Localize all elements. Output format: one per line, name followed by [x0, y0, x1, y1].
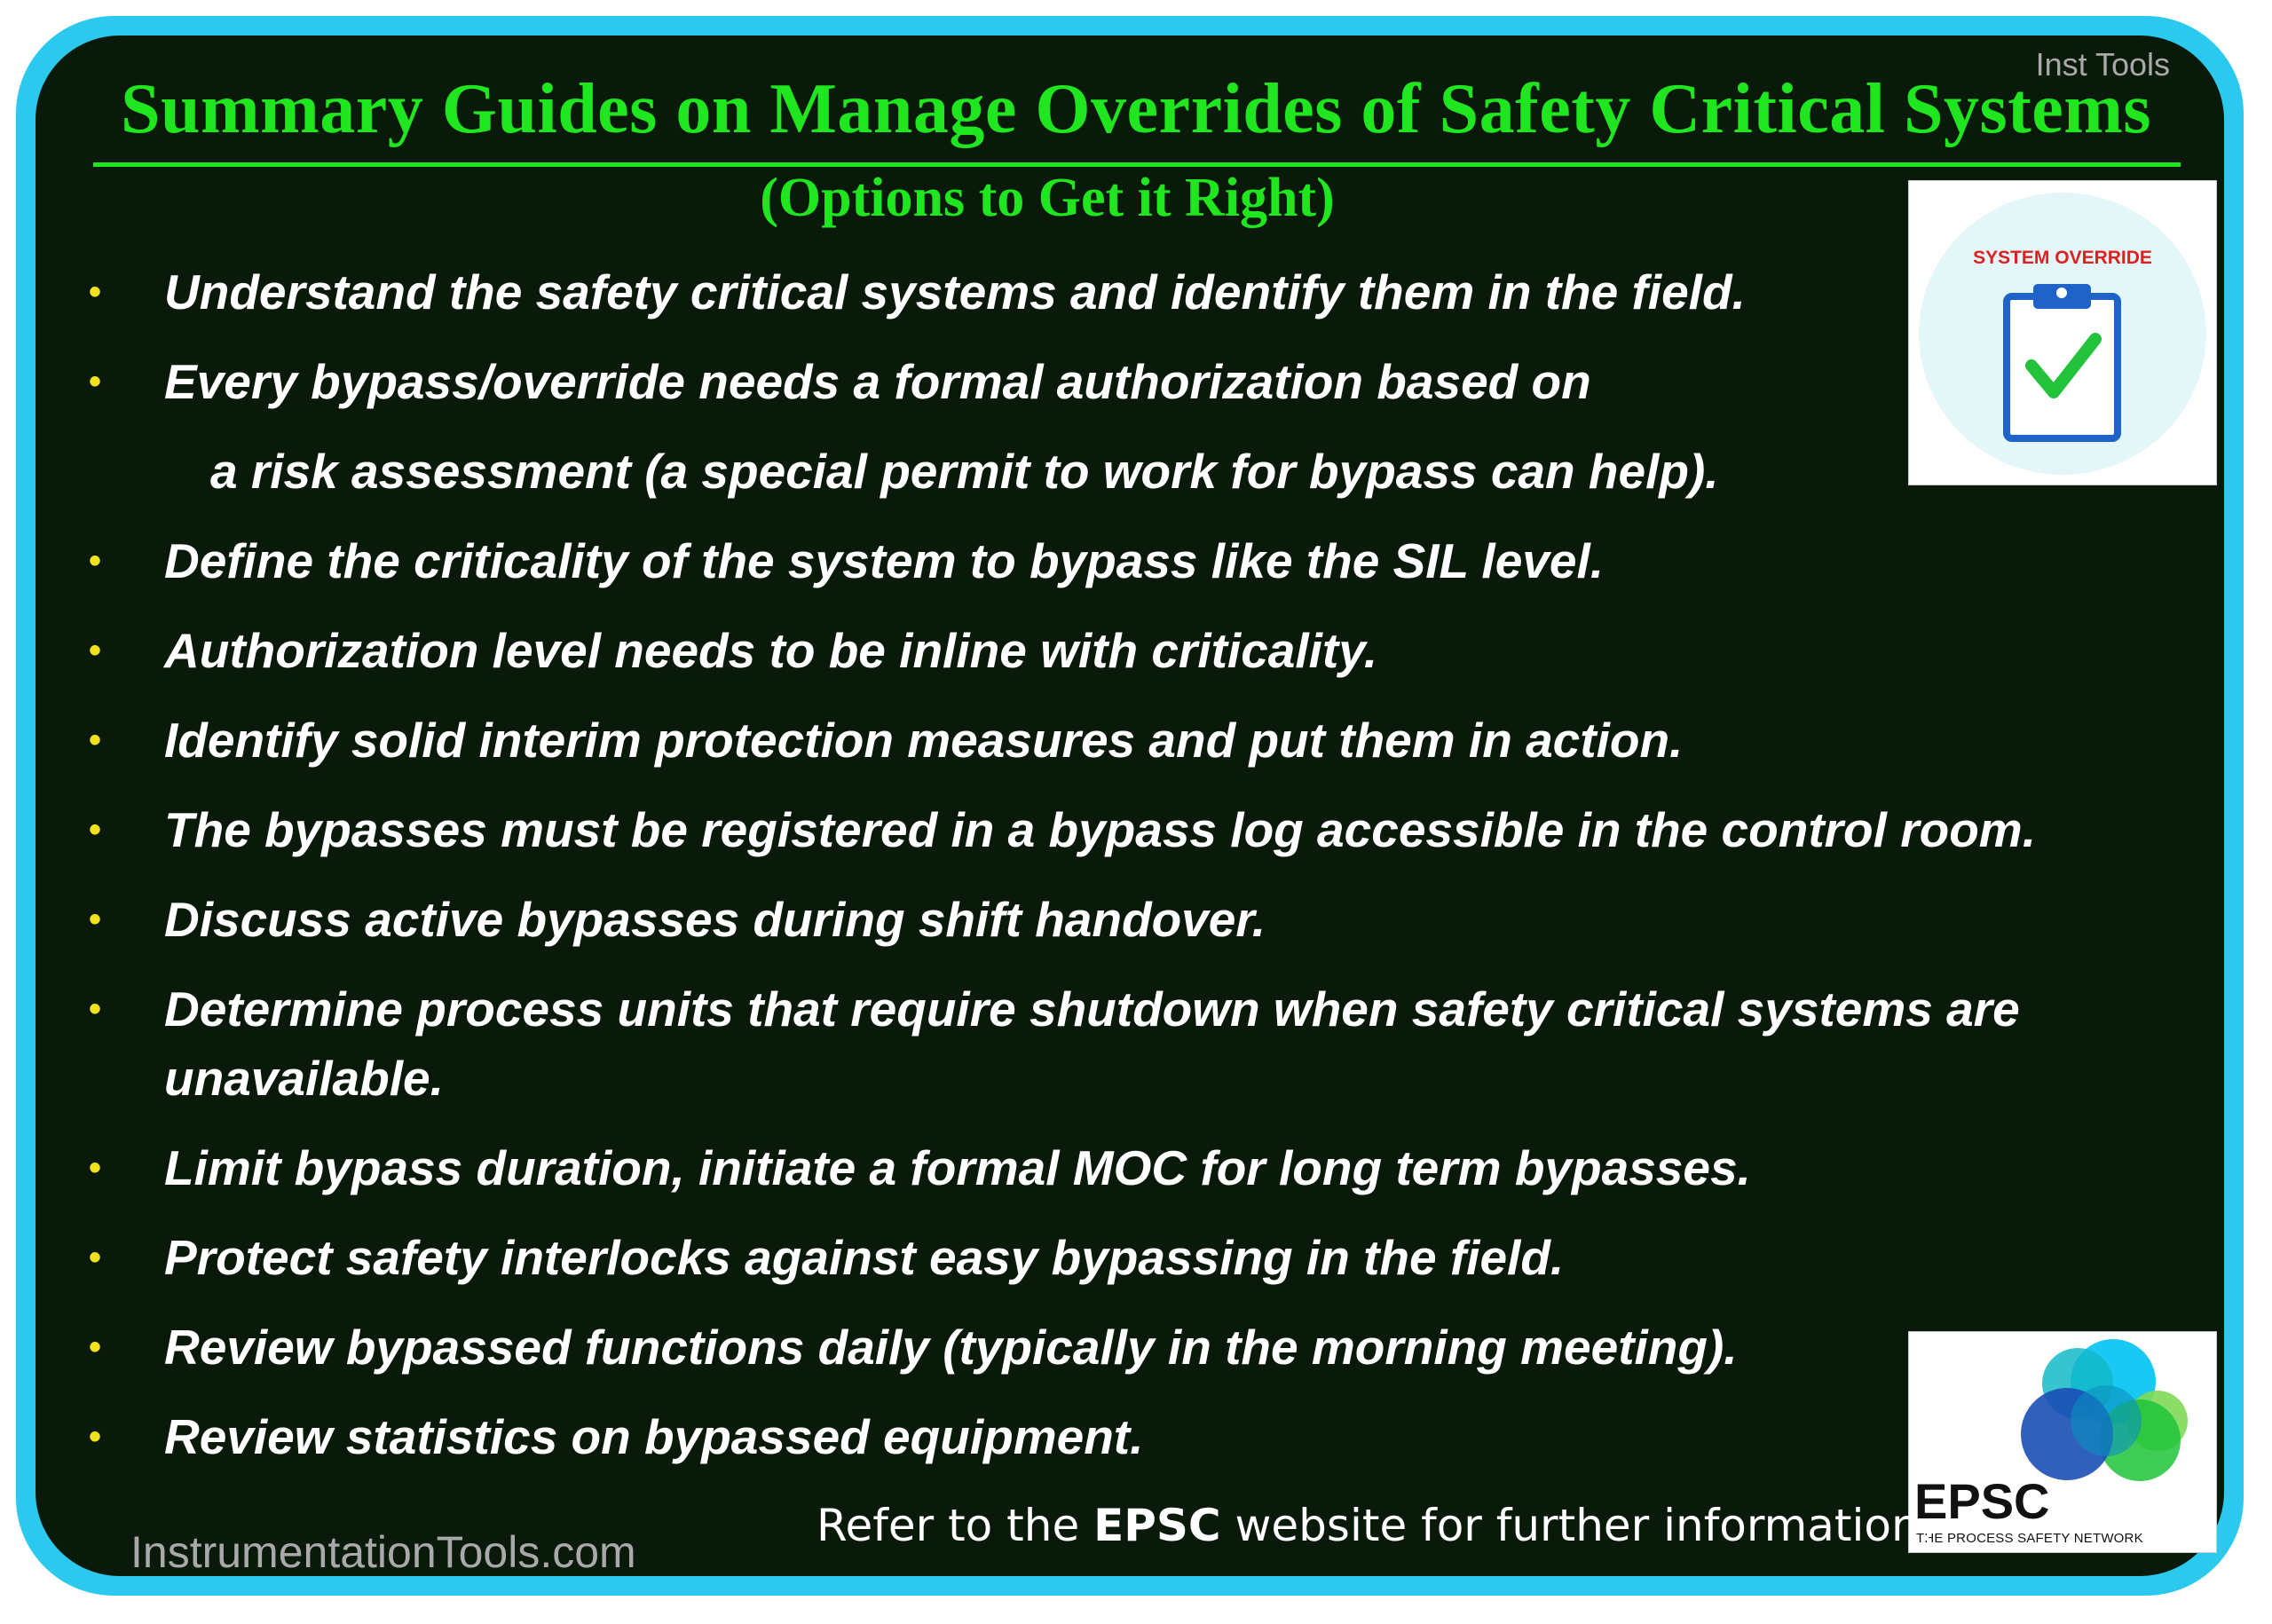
- bullet-text: Define the criticality of the system to bypass like the SIL level.: [164, 533, 1605, 588]
- bullet-dot: •: [89, 900, 102, 939]
- bullet-list: [89, 257, 2219, 1492]
- bullet-item: [89, 616, 2219, 685]
- bullet-dot: •: [89, 810, 102, 849]
- bullet-text: Authorization level needs to be inline with criticality.: [164, 623, 1378, 678]
- bullet-text: Determine process units that require shutdown when safety critical systems are unavailable.: [164, 981, 2020, 1106]
- epsc-circles-icon: [1909, 1332, 2216, 1483]
- bullet-text: Discuss active bypasses during shift handover.: [164, 892, 1266, 947]
- bullet-text: Understand the safety critical systems and identify them in the field.: [164, 264, 1746, 319]
- clipboard-check-icon: [1998, 277, 2131, 445]
- bullet-item: [89, 974, 2219, 1113]
- bullet-dot: •: [89, 1328, 102, 1367]
- bullet-dot: •: [89, 541, 102, 580]
- watermark-bottom: InstrumentationTools.com: [130, 1527, 636, 1577]
- epsc-name: EPSC: [1914, 1473, 2050, 1529]
- bullet-item: [89, 526, 2219, 595]
- footer-bold: EPSC: [1093, 1500, 1221, 1551]
- bullet-item: [89, 885, 2219, 954]
- page-title: Summary Guides on Manage Overrides of Safety Critical Systems: [120, 70, 2152, 148]
- bullet-text: Every bypass/override needs a formal authorization based on: [164, 354, 1591, 409]
- override-label: SYSTEM OVERRIDE: [1973, 248, 2152, 268]
- footer-suffix: website for further information.: [1220, 1500, 1934, 1551]
- bullet-text: Limit bypass duration, initiate a formal MOC for long term bypasses.: [164, 1140, 1751, 1195]
- bullet-item: [89, 1133, 2219, 1202]
- bullet-text: Protect safety interlocks against easy bypassing in the field.: [164, 1230, 1565, 1285]
- watermark-top: Inst Tools: [2035, 46, 2170, 83]
- epsc-logo: [1908, 1331, 2217, 1553]
- bullet-dot: •: [89, 989, 102, 1029]
- page-subtitle: (Options to Get it Right): [760, 168, 1335, 228]
- bullet-item: [89, 706, 2219, 775]
- bullet-dot: •: [89, 1417, 102, 1456]
- footer-note: [816, 1500, 1934, 1551]
- system-override-image: [1908, 180, 2217, 485]
- bullet-dot: •: [89, 1148, 102, 1187]
- bullet-item: [89, 257, 2219, 327]
- bullet-dot: •: [89, 1238, 102, 1277]
- bullet-dot: •: [89, 362, 102, 401]
- bullet-item: [89, 1402, 2219, 1471]
- bullet-text: Identify solid interim protection measures and put them in action.: [164, 713, 1684, 768]
- bullet-text: Review statistics on bypassed equipment.: [164, 1409, 1144, 1464]
- bullet-text: Review bypassed functions daily (typically in the morning meeting).: [164, 1320, 1738, 1375]
- bullet-dot: •: [89, 272, 102, 311]
- bullet-continuation: a risk assessment (a special permit to work for bypass can help).: [210, 444, 1719, 499]
- bullet-item: [89, 795, 2219, 864]
- bullet-dot: •: [89, 631, 102, 670]
- footer-prefix: Refer to the: [816, 1500, 1094, 1551]
- epsc-tagline: THE PROCESS SAFETY NETWORK: [1916, 1531, 2143, 1546]
- bullet-item: [89, 1223, 2219, 1292]
- bullet-dot: •: [89, 721, 102, 760]
- bullet-item: [89, 347, 2219, 506]
- bullet-text: The bypasses must be registered in a bypass log accessible in the control room.: [164, 802, 2036, 857]
- bullet-item: [89, 1313, 2219, 1382]
